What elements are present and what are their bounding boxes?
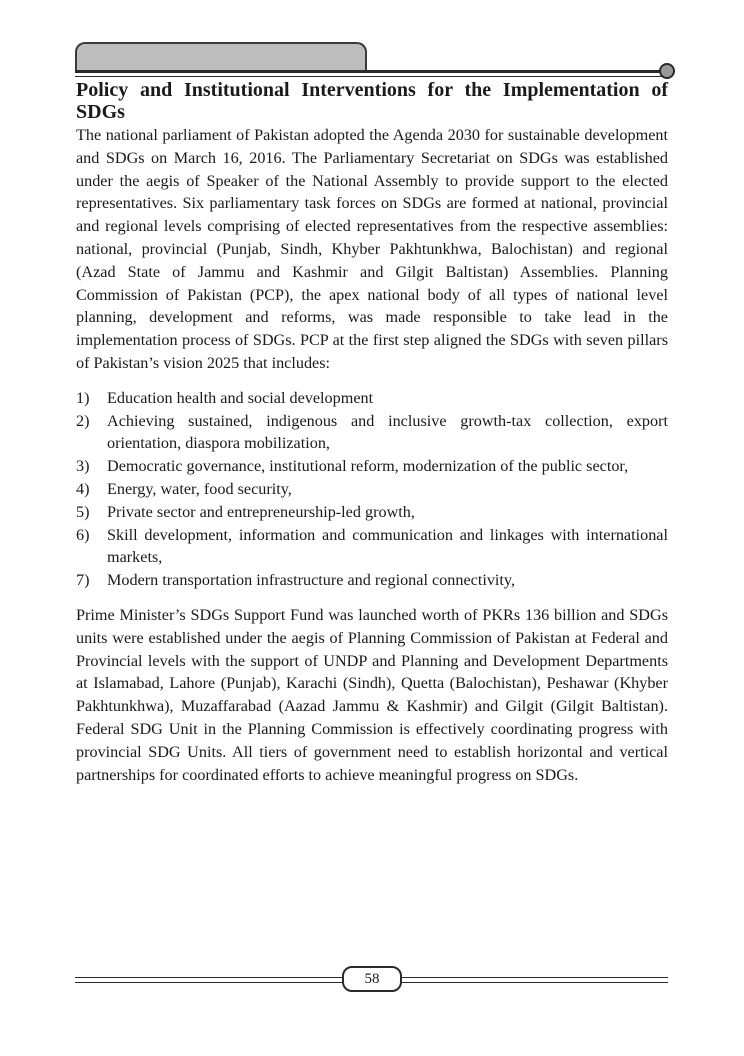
list-item-number: 6) bbox=[76, 525, 90, 544]
list-item-text: Modern transportation infrastructure and regional connectivity, bbox=[107, 571, 515, 590]
list-item bbox=[76, 478, 668, 501]
list-item bbox=[76, 455, 668, 478]
header-dot bbox=[659, 63, 675, 79]
list-item-number: 1) bbox=[76, 388, 90, 407]
footer-rule-left-bottom bbox=[75, 982, 342, 983]
list-item bbox=[76, 387, 668, 410]
list-item-text: Skill development, information and communication and linkages with international markets, bbox=[107, 525, 668, 567]
header-tab bbox=[75, 42, 367, 72]
list-item-text: Achieving sustained, indigenous and inclusive growth-tax collection, export orientation, diaspora mobilization, bbox=[107, 411, 668, 453]
list-item-text: Energy, water, food security, bbox=[107, 479, 292, 498]
list-item bbox=[76, 569, 668, 592]
list-item bbox=[76, 410, 668, 456]
footer-rule-right-bottom bbox=[402, 982, 668, 983]
list-item-number: 4) bbox=[76, 479, 90, 498]
header-rule-thin bbox=[75, 76, 663, 77]
page-content bbox=[76, 79, 668, 786]
list-item bbox=[76, 524, 668, 570]
footer-rule-left-top bbox=[75, 977, 342, 978]
list-item-number: 7) bbox=[76, 571, 90, 590]
section-title: Policy and Institutional Interventions for the Implementation of SDGs bbox=[76, 79, 668, 123]
page-number: 58 bbox=[342, 966, 402, 992]
fund-paragraph: Prime Minister’s SDGs Support Fund was launched worth of PKRs 136 billion and SDGs units were established under the aegis of Planning Commission of Pakistan at Federal and Provincial levels with the support of UNDP and Planning and Development Departments at Islamabad, Lahore (Punjab), Karachi (Sindh), Quetta (Balochistan), Peshawar (Khyber Pakhtunkhwa), Muzaffarabad (Aazad Jammu & Kashmir) and Gilgit (Gilgit Baltistan). Federal SDG Unit in the Planning Commission is effectively coordinating progress with provincial SDG Units. All tiers of government need to establish horizontal and vertical partnerships for coordinated efforts to achieve meaningful progress on SDGs. bbox=[76, 605, 668, 784]
list-item-text: Democratic governance, institutional reform, modernization of the public sector, bbox=[107, 457, 629, 476]
vision-pillars-list bbox=[76, 387, 668, 592]
footer-rule-right-top bbox=[402, 977, 668, 978]
list-item-number: 2) bbox=[76, 411, 90, 430]
list-item-text: Education health and social development bbox=[107, 388, 374, 407]
header-rule bbox=[75, 70, 667, 73]
list-item bbox=[76, 501, 668, 524]
list-item-text: Private sector and entrepreneurship-led growth, bbox=[107, 502, 415, 521]
list-item-number: 5) bbox=[76, 502, 90, 521]
intro-paragraph: The national parliament of Pakistan adopted the Agenda 2030 for sustainable development and SDGs on March 16, 2016. The Parliamentary Secretariat on SDGs was established under the aegis of Speaker of the National Assembly to provide support to the elected representatives. Six parliamentary task forces on SDGs are formed at national, provincial and regional levels comprising of elected representatives from the respective assemblies: national, provincial (Punjab, Sindh, Khyber Pakhtunkhwa, Balochistan) and regional (Azad State of Jammu and Kashmir and Gilgit Baltistan) Assemblies. Planning Commission of Pakistan (PCP), the apex national body of all types of national level planning, development and reforms, was made responsible to take lead in the implementation process of SDGs. PCP at the first step aligned the SDGs with seven pillars of Pakistan’s vision 2025 that includes: bbox=[76, 126, 668, 372]
list-item-number: 3) bbox=[76, 457, 90, 476]
